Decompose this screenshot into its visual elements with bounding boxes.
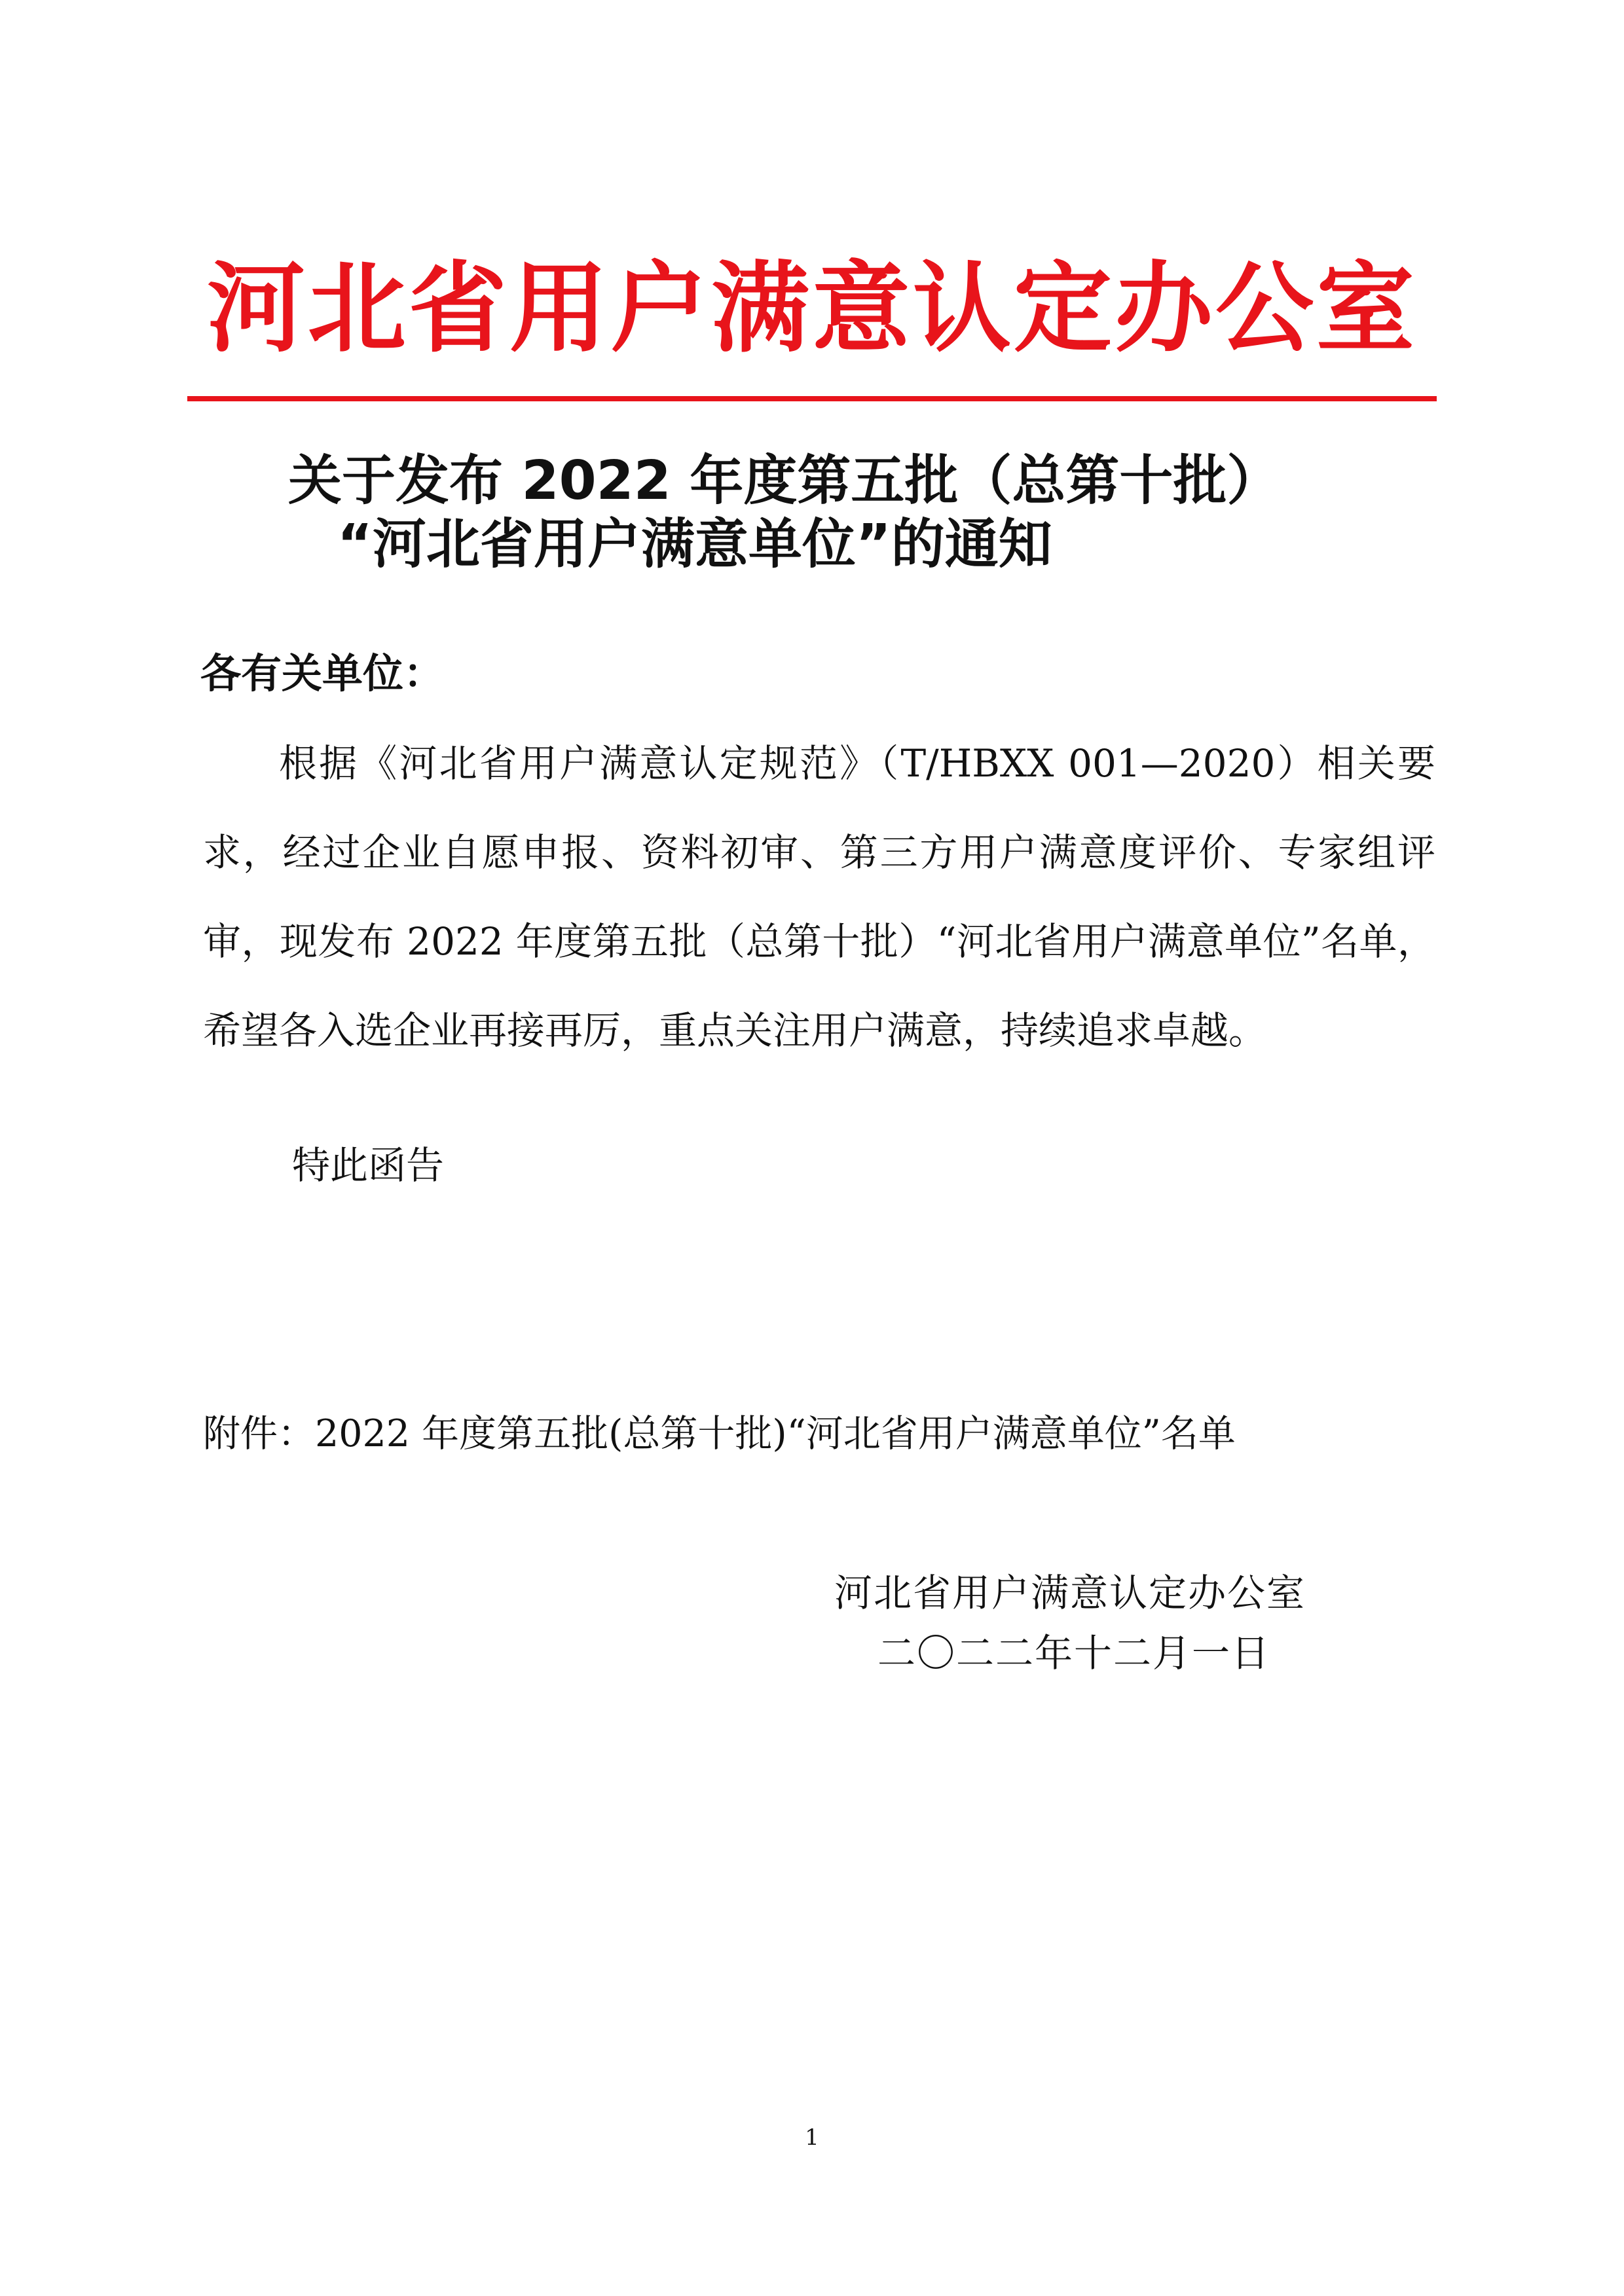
closing-phrase: 特此函告 bbox=[292, 1143, 445, 1188]
masthead-title: 河北省用户满意认定办公室 bbox=[206, 252, 1417, 366]
signature-date: 二〇二二年十二月一日 bbox=[877, 1631, 1271, 1675]
masthead-red-rule bbox=[187, 396, 1437, 401]
notice-title-line-1: 关于发布 2022 年度第五批（总第十批） bbox=[288, 450, 1281, 512]
page-number: 1 bbox=[805, 2124, 819, 2151]
attachment-line: 附件：2022 年度第五批(总第十批)“河北省用户满意单位”名单 bbox=[203, 1412, 1236, 1455]
signature-organization: 河北省用户满意认定办公室 bbox=[834, 1571, 1306, 1615]
body-paragraph: 根据《河北省用户满意认定规范》（T/HBXX 001—2020）相关要求，经过企业自愿申报、资料初审、第三方用户满意度评价、专家组评审，现发布 2022 年度第五批（总第十批）“河北省用户满意单位”名单，希望各入选企业再接再厉，重点关注用户满意，持续追求卓越。 bbox=[203, 741, 1435, 1053]
notice-title-line-2: “河北省用户满意单位”的通知 bbox=[337, 513, 1052, 575]
salutation: 各有关单位： bbox=[200, 649, 445, 697]
